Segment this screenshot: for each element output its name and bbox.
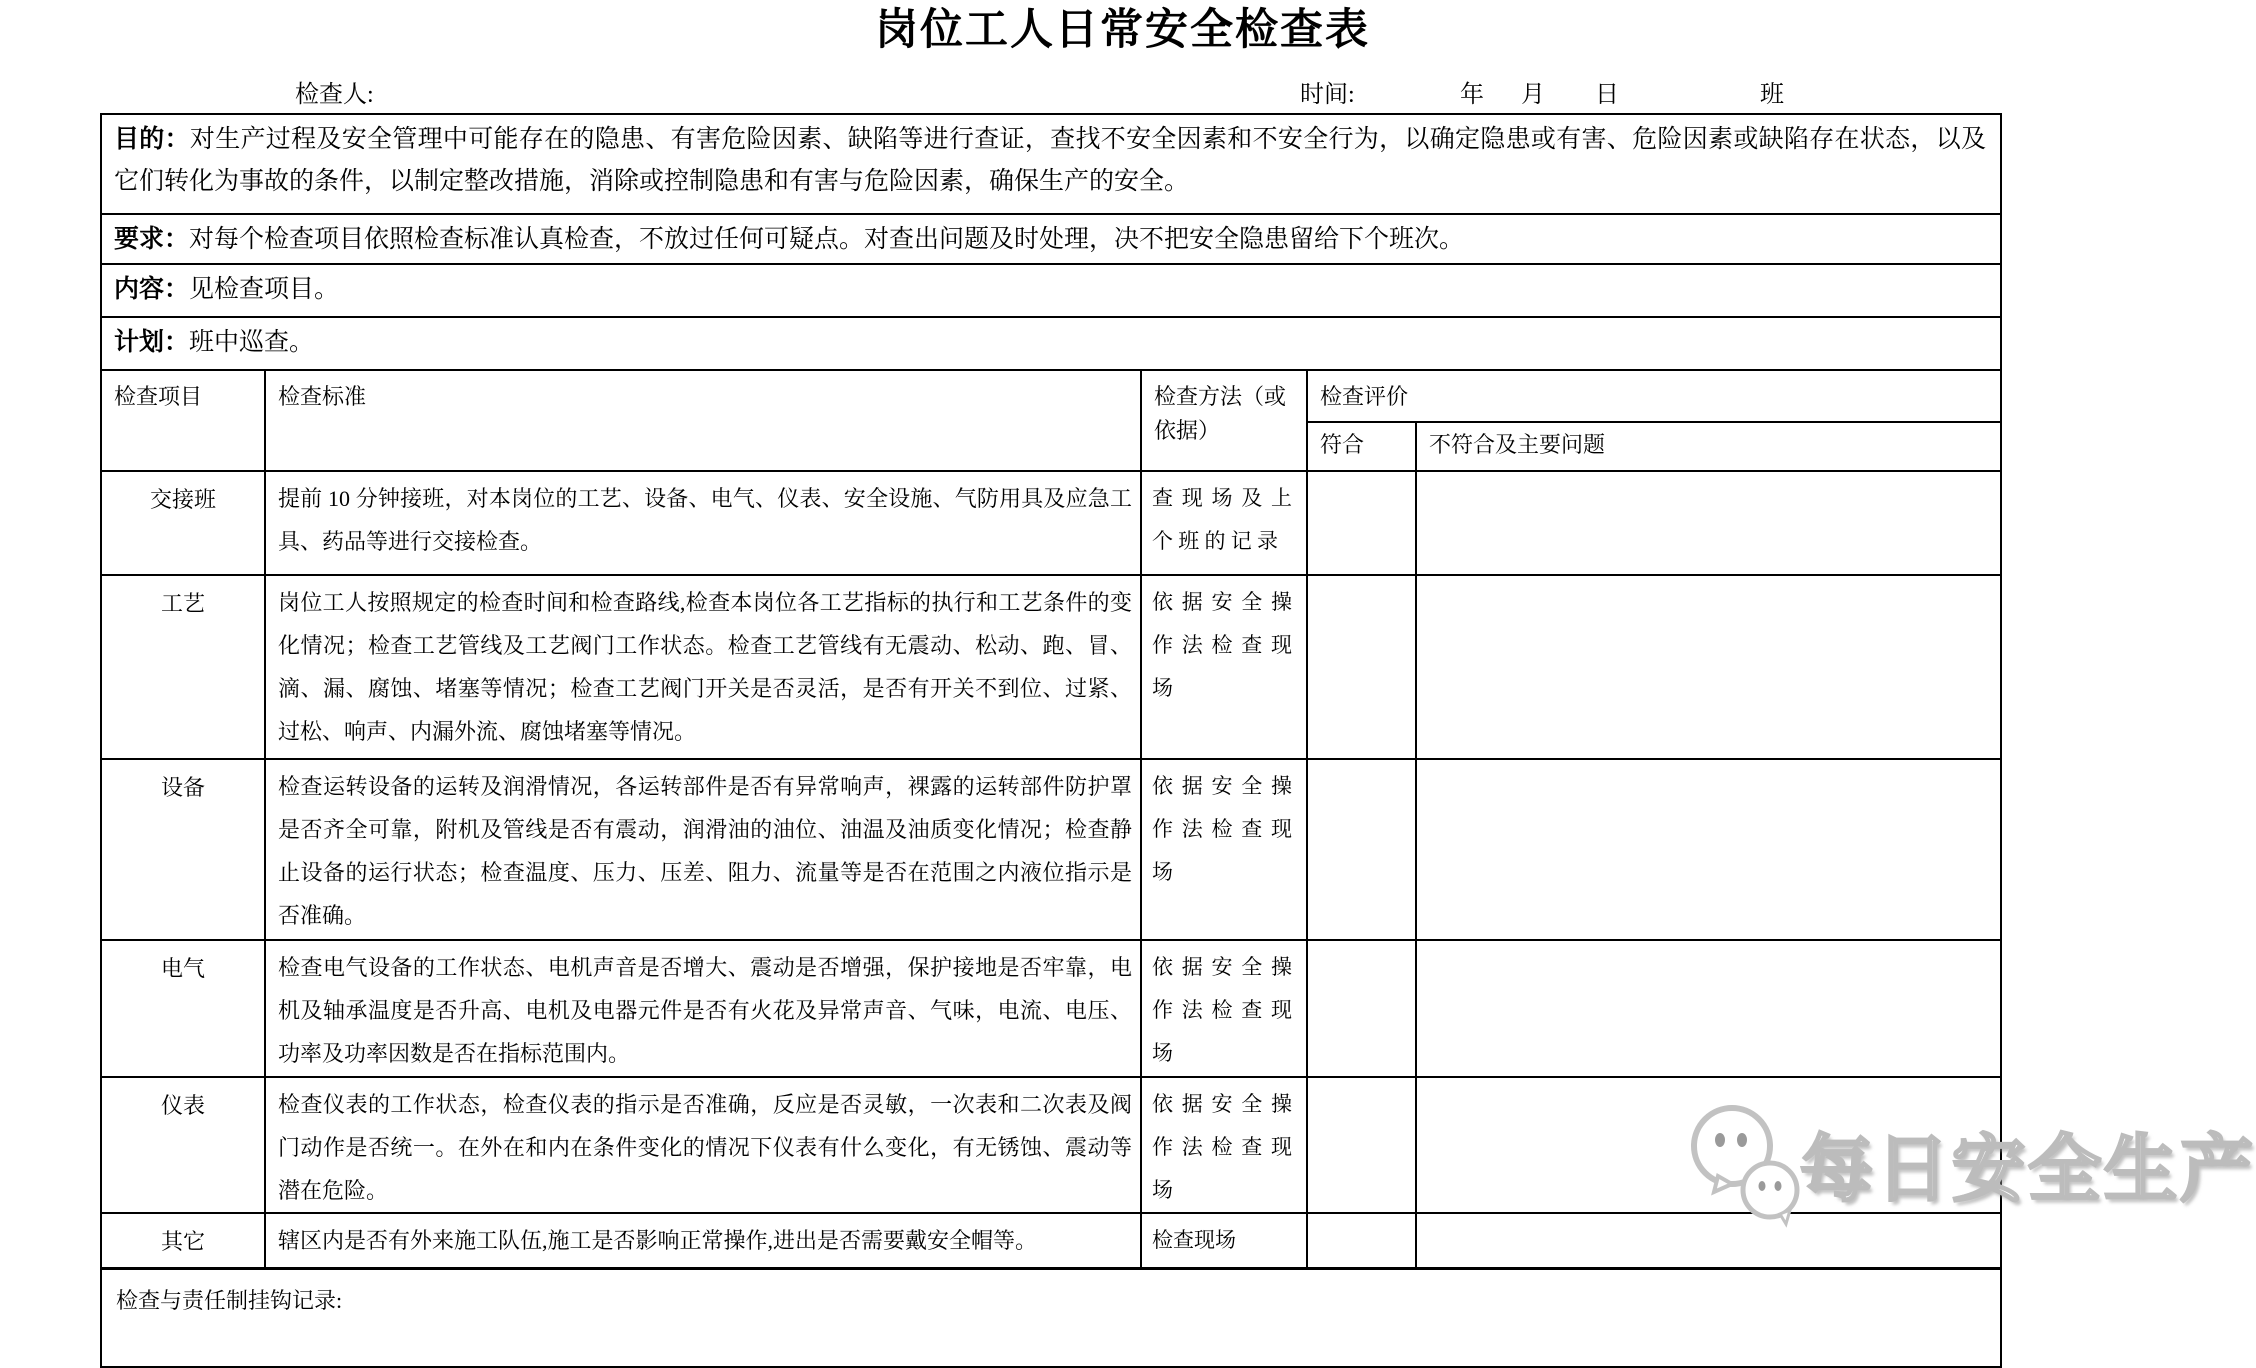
standard-cell: 岗位工人按照规定的检查时间和检查路线,检查本岗位各工艺指标的执行和工艺条件的变化情况；检查工艺管线及工艺阀门工作状态。检查工艺管线有无震动、松动、跑、冒、滴、漏、腐蚀、堵塞等情况；检查工艺阀门开关是否灵活，是否有开关不到位、过紧、过松、响声、内漏外流、腐蚀堵塞等情况。	[265, 575, 1141, 759]
header-standard: 检查标准	[265, 370, 1141, 471]
record-row	[101, 1269, 2001, 1368]
requirement-row	[101, 214, 2001, 264]
standard-cell: 检查电气设备的工作状态、电机声音是否增大、震动是否增强，保护接地是否牢靠，电机及轴承温度是否升高、电机及电器元件是否有火花及异常声音、气味，电流、电压、功率及功率因数是否在指标范围内。	[265, 940, 1141, 1077]
standard-cell: 检查仪表的工作状态，检查仪表的指示是否准确，反应是否灵敏，一次表和二次表及阀门动作是否统一。在外在和内在条件变化的情况下仪表有什么变化，有无锈蚀、震动等潜在危险。	[265, 1077, 1141, 1213]
header-item: 检查项目	[101, 370, 265, 471]
inspection-table	[100, 113, 2002, 1368]
header-nonconform: 不符合及主要问题	[1416, 422, 2001, 471]
record-cell: 检查与责任制挂钩记录:	[101, 1269, 2001, 1368]
conform-cell	[1307, 575, 1416, 759]
plan-row	[101, 317, 2001, 370]
inspector-label: 检查人:	[295, 82, 374, 108]
plan-text: 班中巡查。	[189, 329, 315, 356]
row-equipment	[101, 759, 2001, 940]
content-label: 内容：	[114, 276, 190, 303]
item-cell: 其它	[101, 1213, 265, 1269]
method-cell: 依 据 安 全 操 作 法 检 查 现 场	[1141, 575, 1307, 759]
method-cell: 依 据 安 全 操 作 法 检 查 现 场	[1141, 759, 1307, 940]
issue-cell	[1416, 759, 2001, 940]
purpose-label: 目的：	[114, 126, 190, 153]
header-row-1	[101, 370, 2001, 422]
shift-label: 班	[1760, 82, 1784, 108]
purpose-cell	[101, 114, 2001, 214]
content-row	[101, 264, 2001, 317]
method-cell: 查 现 场 及 上 个 班 的 记 录	[1141, 471, 1307, 575]
plan-label: 计划：	[114, 329, 190, 356]
row-electrical	[101, 940, 2001, 1077]
method-cell: 依 据 安 全 操 作 法 检 查 现 场	[1141, 940, 1307, 1077]
conform-cell	[1307, 1213, 1416, 1269]
item-cell: 工艺	[101, 575, 265, 759]
meta-line	[0, 74, 2245, 108]
conform-cell	[1307, 759, 1416, 940]
row-process	[101, 575, 2001, 759]
method-cell: 检查现场	[1141, 1213, 1307, 1269]
item-cell: 交接班	[101, 471, 265, 575]
conform-cell	[1307, 1077, 1416, 1213]
content-text: 见检查项目。	[189, 276, 340, 303]
purpose-row	[101, 114, 2001, 214]
requirement-cell	[101, 214, 2001, 264]
issue-cell	[1416, 575, 2001, 759]
method-cell: 依 据 安 全 操 作 法 检 查 现 场	[1141, 1077, 1307, 1213]
standard-cell: 提前 10 分钟接班，对本岗位的工艺、设备、电气、仪表、安全设施、气防用具及应急工具、药品等进行交接检查。	[265, 471, 1141, 575]
purpose-text: 对生产过程及安全管理中可能存在的隐患、有害危险因素、缺陷等进行查证，查找不安全因素和不安全行为，以确定隐患或有害、危险因素或缺陷存在状态，以及它们转化为事故的条件，以制定整改措施，消除或控制隐患和有害与危险因素，确保生产的安全。	[114, 126, 1987, 195]
plan-cell	[101, 317, 2001, 370]
item-cell: 设备	[101, 759, 265, 940]
item-cell: 电气	[101, 940, 265, 1077]
standard-cell: 检查运转设备的运转及润滑情况，各运转部件是否有异常响声，裸露的运转部件防护罩是否齐全可靠，附机及管线是否有震动，润滑油的油位、油温及油质变化情况；检查静止设备的运行状态；检查温度、压力、压差、阻力、流量等是否在范围之内液位指示是否准确。	[265, 759, 1141, 940]
issue-cell	[1416, 471, 2001, 575]
header-method: 检查方法（或依据）	[1141, 370, 1307, 471]
month-label: 月	[1521, 82, 1545, 108]
time-label: 时间:	[1300, 82, 1355, 108]
row-other	[101, 1213, 2001, 1269]
header-evaluation: 检查评价	[1307, 370, 2001, 422]
standard-cell: 辖区内是否有外来施工队伍,施工是否影响正常操作,进出是否需要戴安全帽等。	[265, 1213, 1141, 1269]
day-label: 日	[1595, 82, 1619, 108]
issue-cell	[1416, 1213, 2001, 1269]
row-instrument	[101, 1077, 2001, 1213]
year-label: 年	[1460, 82, 1484, 108]
requirement-label: 要求：	[114, 226, 190, 253]
issue-cell	[1416, 1077, 2001, 1213]
header-conform: 符合	[1307, 422, 1416, 471]
content-cell	[101, 264, 2001, 317]
conform-cell	[1307, 940, 1416, 1077]
row-shift-handover	[101, 471, 2001, 575]
requirement-text: 对每个检查项目依照检查标准认真检查，不放过任何可疑点。对查出问题及时处理，决不把安全隐患留给下个班次。	[189, 226, 1465, 253]
page-title: 岗位工人日常安全检查表	[875, 7, 1370, 54]
issue-cell	[1416, 940, 2001, 1077]
item-cell: 仪表	[101, 1077, 265, 1213]
watermark-text: 每日安全生产	[1800, 1128, 2256, 1210]
conform-cell	[1307, 471, 1416, 575]
